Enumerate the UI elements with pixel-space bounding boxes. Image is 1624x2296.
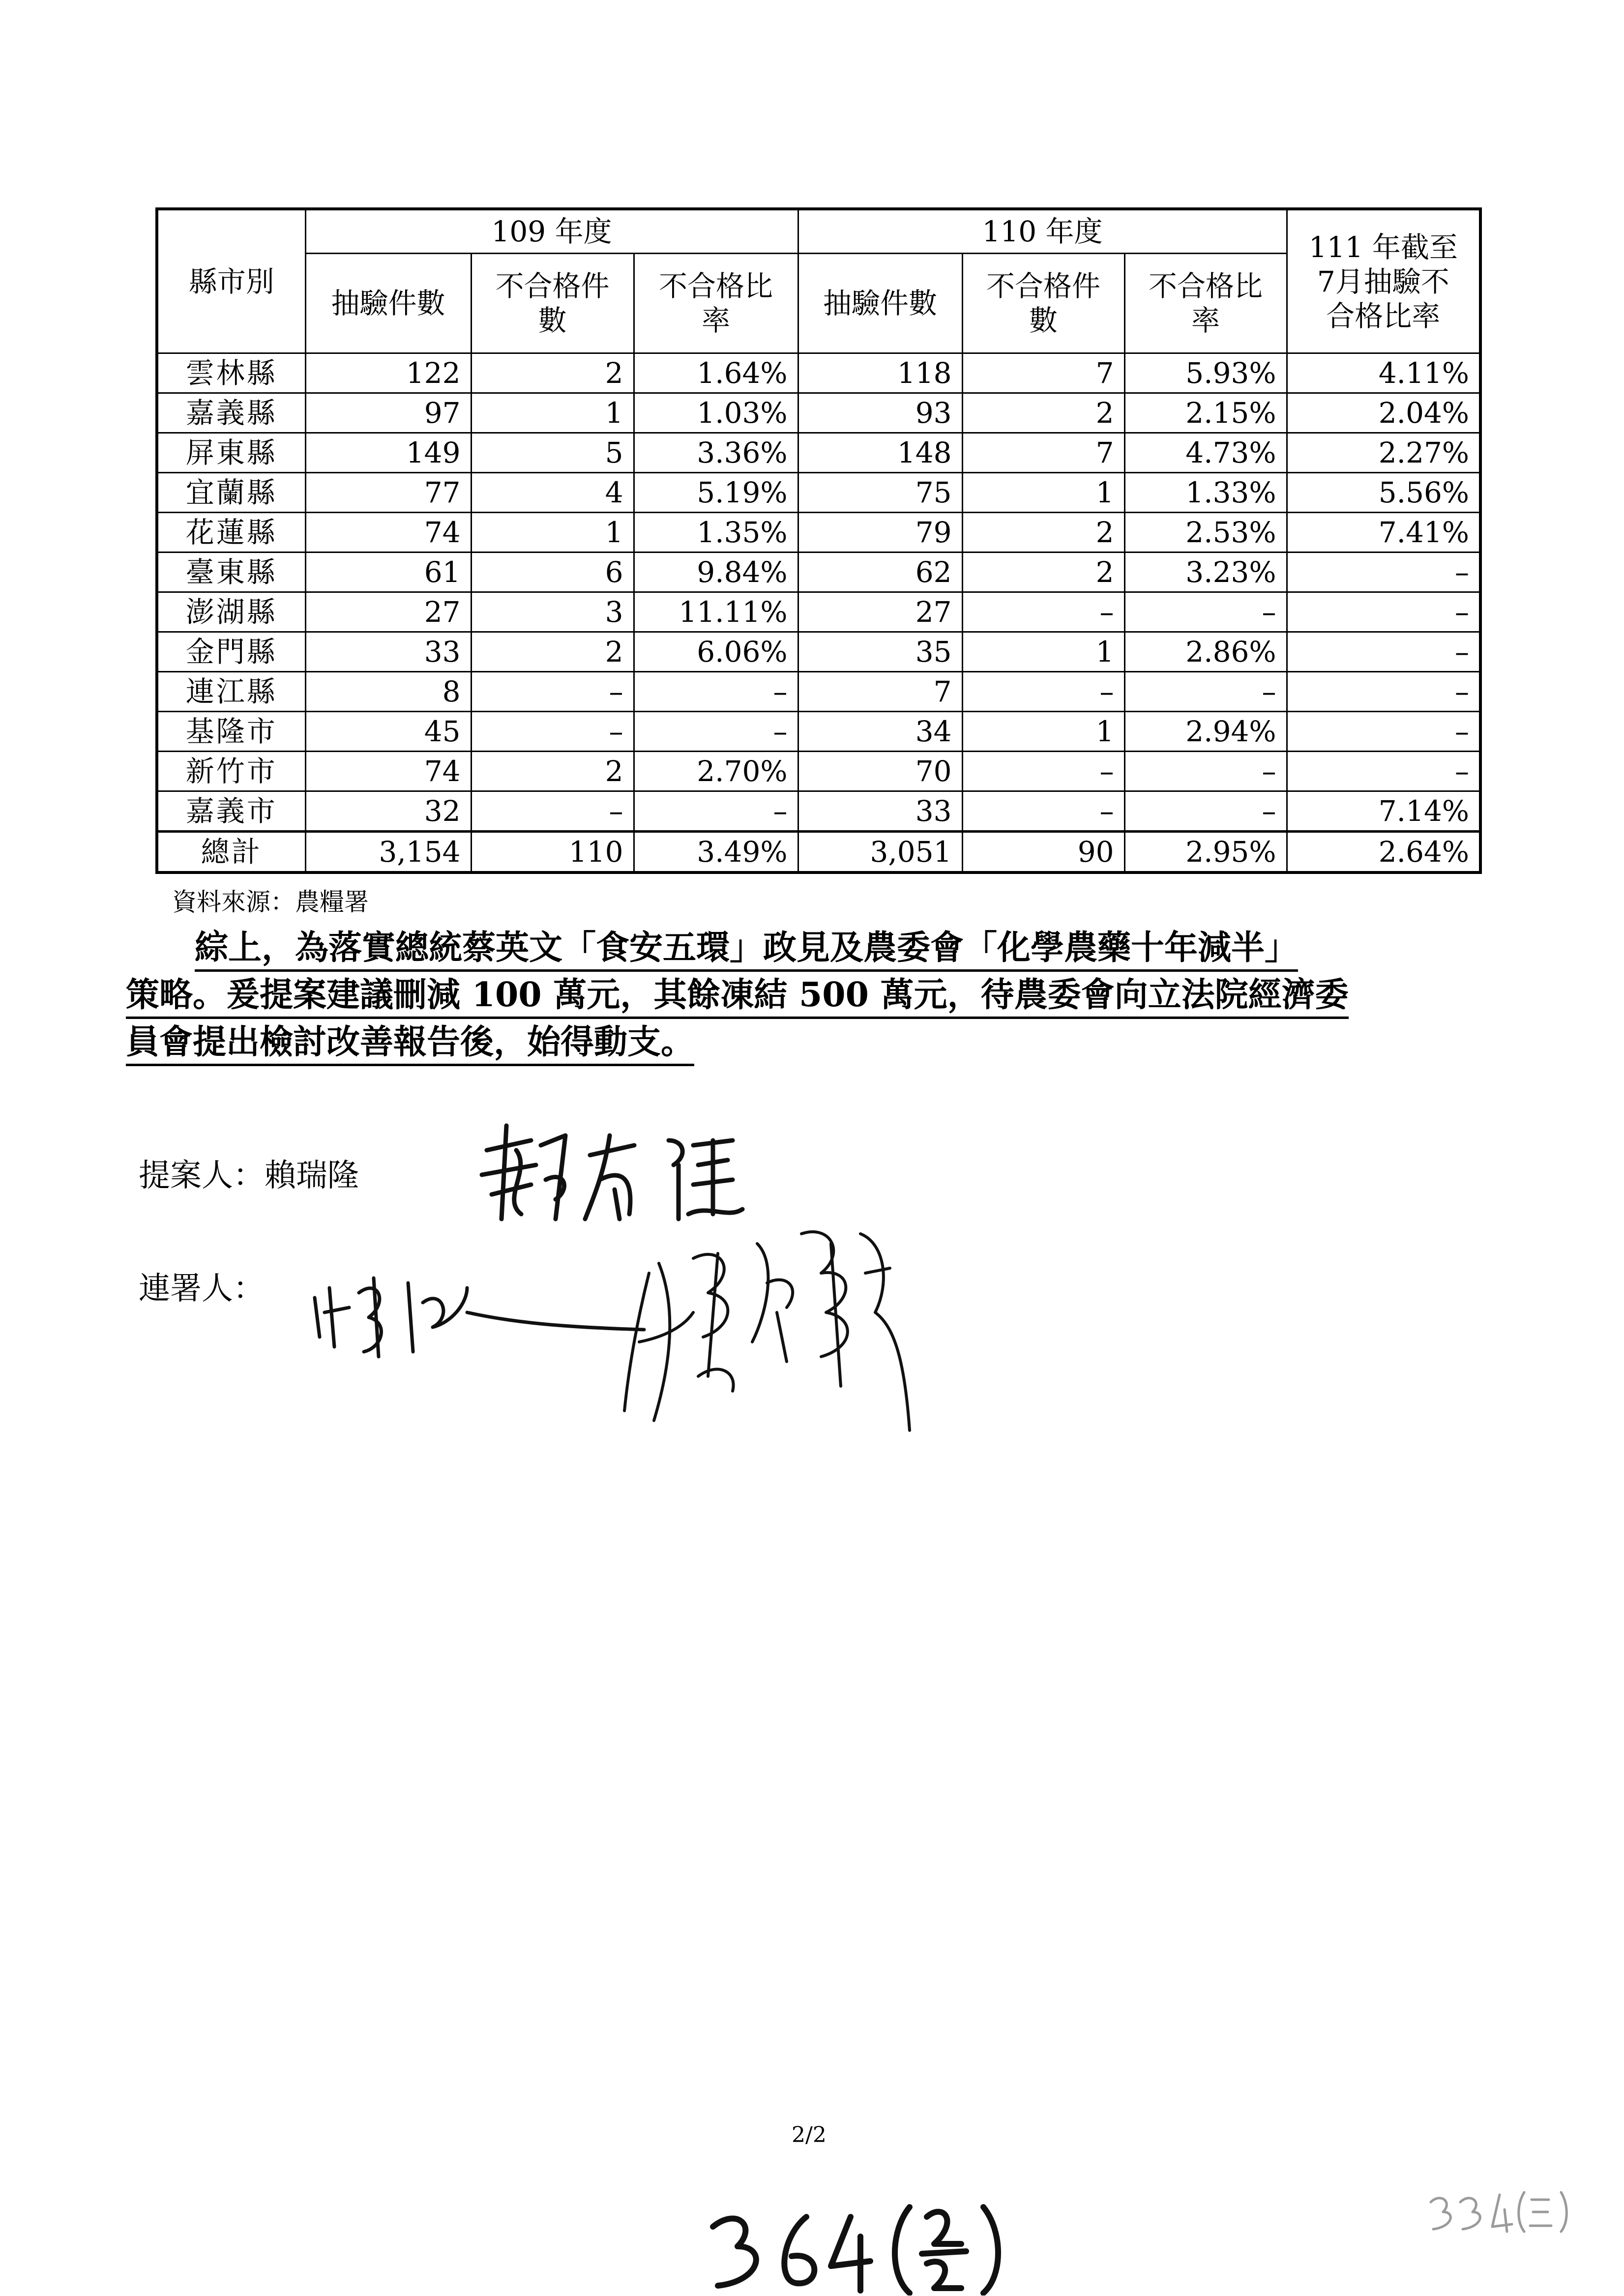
cell-rate-109: – bbox=[634, 672, 798, 712]
cell-county: 嘉義市 bbox=[157, 791, 305, 832]
cell-rate-110: – bbox=[1124, 752, 1287, 791]
cosigner-label: 連署人： bbox=[139, 1271, 265, 1307]
stamp-page-tally bbox=[1426, 2182, 1583, 2237]
cell-county: 花蓮縣 bbox=[157, 513, 305, 552]
cell-rate-109: 3.49% bbox=[634, 832, 798, 873]
cell-county: 基隆市 bbox=[157, 712, 305, 752]
cell-failed-110: 1 bbox=[962, 473, 1124, 513]
table-total-row bbox=[157, 832, 1480, 873]
cell-failed-109: – bbox=[471, 791, 634, 832]
cell-rate-110: – bbox=[1124, 791, 1287, 832]
cell-failed-110: 7 bbox=[962, 353, 1124, 393]
header-sampled-110: 抽驗件數 bbox=[798, 254, 962, 353]
cell-sampled-110: 75 bbox=[798, 473, 962, 513]
table-row bbox=[157, 552, 1480, 592]
cell-failed-110: 2 bbox=[962, 393, 1124, 433]
paragraph-line-3: 員會提出檢討改善報告後，始得動支。 bbox=[126, 1022, 694, 1066]
cell-rate-110: 5.93% bbox=[1124, 353, 1287, 393]
cell-sampled-110: 70 bbox=[798, 752, 962, 791]
table-row bbox=[157, 393, 1480, 433]
cell-county: 屏東縣 bbox=[157, 433, 305, 473]
table-row bbox=[157, 353, 1480, 393]
cell-failed-109: 2 bbox=[471, 353, 634, 393]
cell-rate-109: 1.35% bbox=[634, 513, 798, 552]
cell-failed-110: 2 bbox=[962, 552, 1124, 592]
cell-failed-109: 1 bbox=[471, 513, 634, 552]
cell-failed-109: – bbox=[471, 672, 634, 712]
cell-rate-110: 2.94% bbox=[1124, 712, 1287, 752]
cell-rate-111: 4.11% bbox=[1287, 353, 1480, 393]
cell-sampled-109: 45 bbox=[305, 712, 471, 752]
cell-sampled-110: 34 bbox=[798, 712, 962, 752]
cell-failed-109: 5 bbox=[471, 433, 634, 473]
cell-failed-110: 2 bbox=[962, 513, 1124, 552]
header-county: 縣市別 bbox=[157, 209, 305, 353]
cell-sampled-110: 27 bbox=[798, 592, 962, 632]
cell-rate-111: 2.27% bbox=[1287, 433, 1480, 473]
header-rate-110: 不合格比 率 bbox=[1124, 254, 1287, 353]
cell-failed-109: 3 bbox=[471, 592, 634, 632]
cell-sampled-110: 148 bbox=[798, 433, 962, 473]
cell-rate-109: 6.06% bbox=[634, 632, 798, 672]
cell-county: 總計 bbox=[157, 832, 305, 873]
proposer-label: 提案人：賴瑞隆 bbox=[139, 1158, 359, 1194]
cell-sampled-109: 3,154 bbox=[305, 832, 471, 873]
cell-rate-111: 7.14% bbox=[1287, 791, 1480, 832]
cell-rate-110: – bbox=[1124, 592, 1287, 632]
data-source-note: 資料來源：農糧署 bbox=[172, 888, 369, 916]
cell-failed-110: – bbox=[962, 752, 1124, 791]
cell-rate-111: 2.64% bbox=[1287, 832, 1480, 873]
cell-sampled-109: 32 bbox=[305, 791, 471, 832]
cell-sampled-110: 33 bbox=[798, 791, 962, 832]
cell-county: 臺東縣 bbox=[157, 552, 305, 592]
cell-rate-111: – bbox=[1287, 632, 1480, 672]
cell-sampled-109: 61 bbox=[305, 552, 471, 592]
cell-rate-109: 11.11% bbox=[634, 592, 798, 632]
cell-failed-110: 1 bbox=[962, 632, 1124, 672]
table-row bbox=[157, 632, 1480, 672]
cell-sampled-109: 33 bbox=[305, 632, 471, 672]
cell-failed-109: 2 bbox=[471, 752, 634, 791]
paragraph-line-2: 策略。爰提案建議刪減 100 萬元，其餘凍結 500 萬元，待農委會向立法院經濟委 bbox=[126, 975, 1349, 1019]
cell-rate-111: – bbox=[1287, 592, 1480, 632]
table-row bbox=[157, 513, 1480, 552]
conclusion-paragraph bbox=[126, 924, 1493, 1066]
cell-county: 新竹市 bbox=[157, 752, 305, 791]
table-row bbox=[157, 752, 1480, 791]
cell-rate-109: 2.70% bbox=[634, 752, 798, 791]
cell-sampled-109: 77 bbox=[305, 473, 471, 513]
cell-rate-111: – bbox=[1287, 752, 1480, 791]
cell-rate-111: – bbox=[1287, 552, 1480, 592]
cell-failed-109: 110 bbox=[471, 832, 634, 873]
header-failed-109: 不合格件 數 bbox=[471, 254, 634, 353]
header-rate-109: 不合格比 率 bbox=[634, 254, 798, 353]
cell-rate-109: 1.64% bbox=[634, 353, 798, 393]
table-row bbox=[157, 592, 1480, 632]
cell-rate-111: 2.04% bbox=[1287, 393, 1480, 433]
cell-failed-110: 90 bbox=[962, 832, 1124, 873]
cell-rate-110: 2.95% bbox=[1124, 832, 1287, 873]
cell-county: 金門縣 bbox=[157, 632, 305, 672]
cell-county: 連江縣 bbox=[157, 672, 305, 712]
cell-rate-110: 3.23% bbox=[1124, 552, 1287, 592]
cell-failed-109: 6 bbox=[471, 552, 634, 592]
cell-rate-110: 1.33% bbox=[1124, 473, 1287, 513]
cell-sampled-110: 93 bbox=[798, 393, 962, 433]
cell-sampled-110: 118 bbox=[798, 353, 962, 393]
cell-rate-110: 4.73% bbox=[1124, 433, 1287, 473]
table-row bbox=[157, 672, 1480, 712]
cell-failed-110: – bbox=[962, 791, 1124, 832]
inspection-statistics-table bbox=[155, 207, 1482, 874]
cell-county: 雲林縣 bbox=[157, 353, 305, 393]
cell-failed-109: 1 bbox=[471, 393, 634, 433]
cell-sampled-110: 35 bbox=[798, 632, 962, 672]
cell-rate-111: – bbox=[1287, 712, 1480, 752]
cell-rate-110: 2.86% bbox=[1124, 632, 1287, 672]
cosigner-signature-2 bbox=[610, 1214, 915, 1445]
cell-rate-111: – bbox=[1287, 672, 1480, 712]
cell-county: 澎湖縣 bbox=[157, 592, 305, 632]
cell-sampled-109: 97 bbox=[305, 393, 471, 433]
cell-rate-109: 1.03% bbox=[634, 393, 798, 433]
header-year-110: 110 年度 bbox=[798, 209, 1287, 254]
header-year-109: 109 年度 bbox=[305, 209, 798, 254]
table-body bbox=[157, 353, 1480, 873]
cell-sampled-109: 8 bbox=[305, 672, 471, 712]
header-sampled-109: 抽驗件數 bbox=[305, 254, 471, 353]
header-failed-110: 不合格件 數 bbox=[962, 254, 1124, 353]
cell-county: 宜蘭縣 bbox=[157, 473, 305, 513]
cell-sampled-110: 62 bbox=[798, 552, 962, 592]
cell-sampled-110: 7 bbox=[798, 672, 962, 712]
cell-failed-110: 7 bbox=[962, 433, 1124, 473]
cell-rate-109: 5.19% bbox=[634, 473, 798, 513]
cell-failed-109: 4 bbox=[471, 473, 634, 513]
cell-failed-110: 1 bbox=[962, 712, 1124, 752]
cell-failed-110: – bbox=[962, 672, 1124, 712]
table-row bbox=[157, 791, 1480, 832]
cell-rate-109: 9.84% bbox=[634, 552, 798, 592]
cell-rate-110: 2.15% bbox=[1124, 393, 1287, 433]
cell-sampled-109: 74 bbox=[305, 752, 471, 791]
cell-sampled-109: 27 bbox=[305, 592, 471, 632]
cosigner-signature-1 bbox=[305, 1249, 649, 1366]
cell-sampled-109: 149 bbox=[305, 433, 471, 473]
cell-rate-109: – bbox=[634, 791, 798, 832]
cell-rate-109: 3.36% bbox=[634, 433, 798, 473]
cell-sampled-109: 122 bbox=[305, 353, 471, 393]
cell-sampled-110: 79 bbox=[798, 513, 962, 552]
header-year-111: 111 年截至 7月抽驗不 合格比率 bbox=[1287, 209, 1480, 353]
handwritten-page-tally bbox=[703, 2197, 1047, 2296]
cell-sampled-109: 74 bbox=[305, 513, 471, 552]
cell-rate-110: – bbox=[1124, 672, 1287, 712]
table-row bbox=[157, 712, 1480, 752]
cell-sampled-110: 3,051 bbox=[798, 832, 962, 873]
cell-failed-109: 2 bbox=[471, 632, 634, 672]
cell-rate-111: 7.41% bbox=[1287, 513, 1480, 552]
cell-rate-109: – bbox=[634, 712, 798, 752]
cell-rate-110: 2.53% bbox=[1124, 513, 1287, 552]
cell-failed-110: – bbox=[962, 592, 1124, 632]
cell-failed-109: – bbox=[471, 712, 634, 752]
table-row bbox=[157, 433, 1480, 473]
table-row bbox=[157, 473, 1480, 513]
paragraph-line-1: 綜上，為落實總統蔡英文「食安五環」政見及農委會「化學農藥十年減半」 bbox=[195, 928, 1298, 972]
cell-rate-111: 5.56% bbox=[1287, 473, 1480, 513]
page-number: 2/2 bbox=[792, 2122, 827, 2148]
cell-county: 嘉義縣 bbox=[157, 393, 305, 433]
